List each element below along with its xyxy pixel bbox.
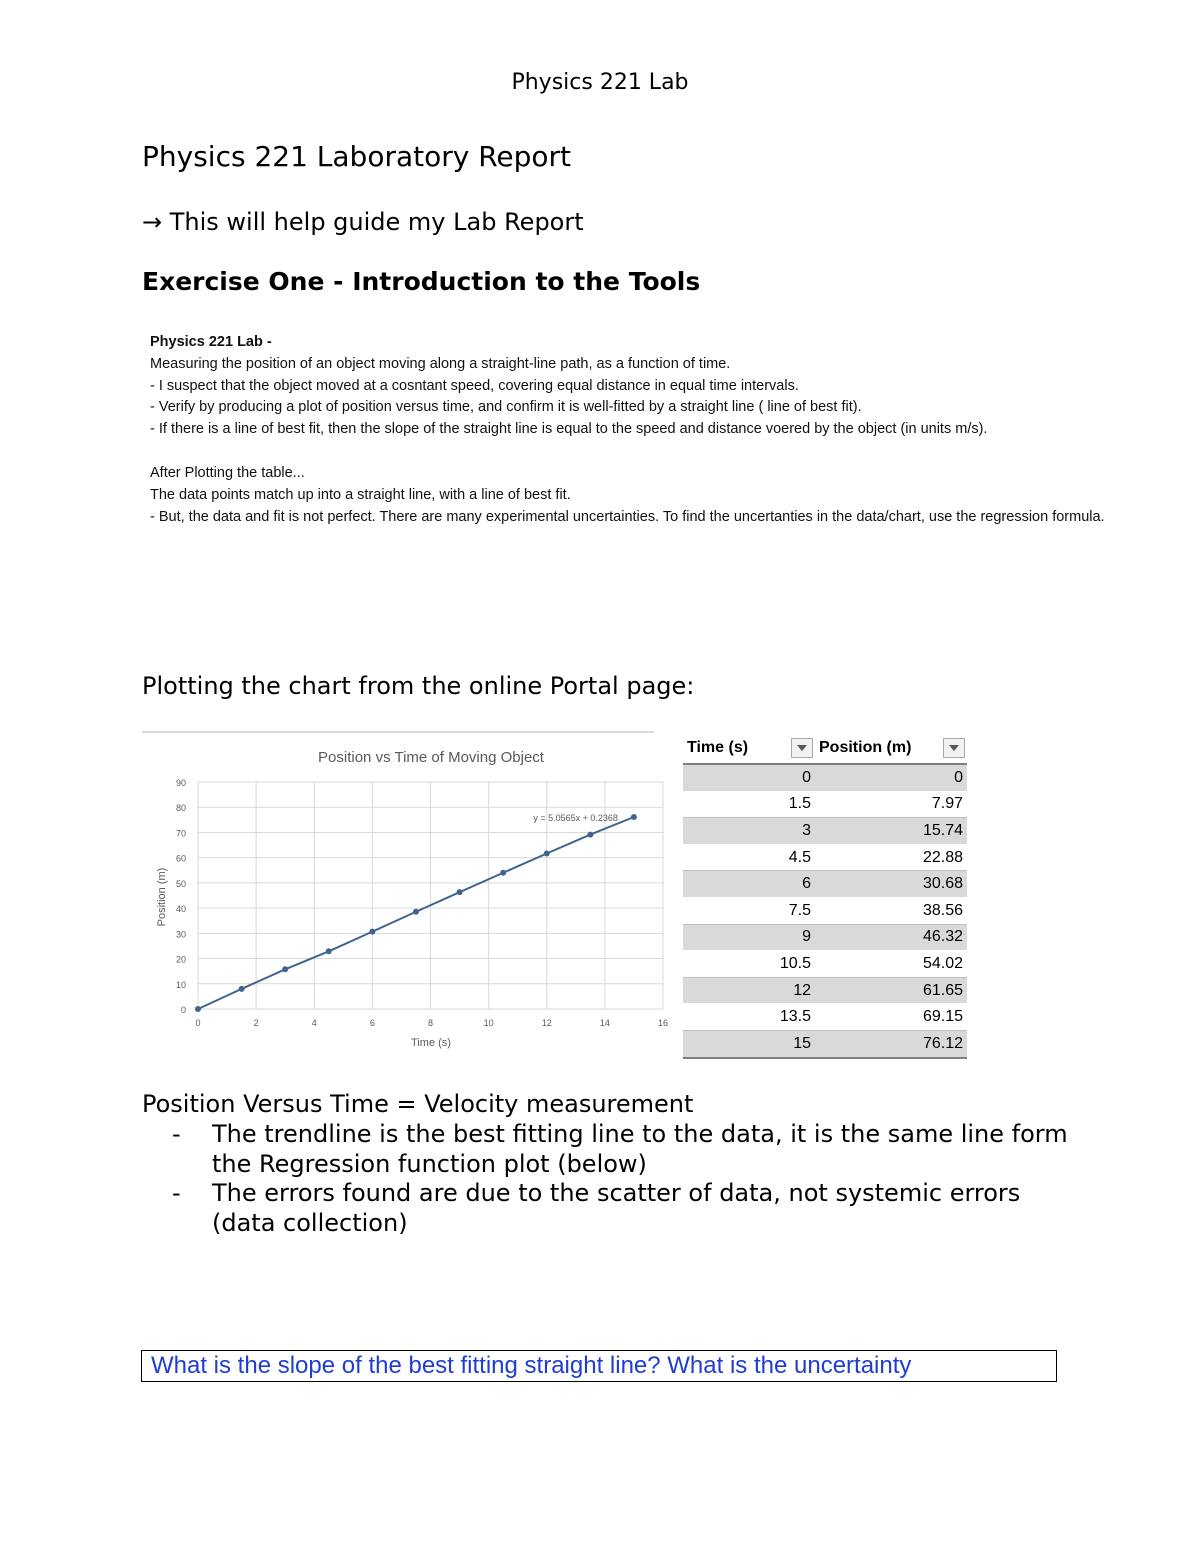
header-position-label: Position (m) xyxy=(819,739,912,756)
bullet-text: The errors found are due to the scatter of data, not systemic errors (data collection) xyxy=(212,1179,1021,1237)
data-point xyxy=(457,889,463,895)
velocity-bullets xyxy=(172,1120,1072,1238)
x-tick-label: 6 xyxy=(369,1018,375,1028)
notes-line: - I suspect that the object moved at a cosntant speed, covering equal distance in equal time intervals. xyxy=(150,377,799,394)
cell-position[interactable]: 0 xyxy=(815,764,967,791)
cell-time[interactable]: 13.5 xyxy=(683,1004,815,1031)
guide-line: → This will help guide my Lab Report xyxy=(142,208,584,236)
bullet-dash: - xyxy=(172,1120,181,1148)
cell-time[interactable]: 3 xyxy=(683,818,815,845)
header-time xyxy=(683,733,815,764)
notes-line: - Verify by producing a plot of position versus time, and confirm it is well-fitted by a straight line ( line of best fit). xyxy=(150,399,862,416)
chart-title: Position vs Time of Moving Object xyxy=(318,749,544,766)
header-time-label: Time (s) xyxy=(687,739,749,756)
notes-line: - But, the data and fit is not perfect. There are many experimental uncertainties. To find the uncertanties in the data/chart, use the regression formula. xyxy=(150,508,1105,525)
data-table-wrapper xyxy=(683,733,973,1059)
y-tick-label: 0 xyxy=(180,1005,186,1015)
x-tick-label: 12 xyxy=(541,1018,552,1028)
filter-dropdown-icon[interactable] xyxy=(791,738,813,758)
notes-line: After Plotting the table... xyxy=(150,464,305,481)
cell-time[interactable]: 0 xyxy=(683,764,815,791)
x-tick-label: 0 xyxy=(195,1018,201,1028)
y-tick-label: 50 xyxy=(175,878,186,889)
bullet-text: The trendline is the best fitting line to the data, it is the same line form the Regression function plot (below) xyxy=(212,1120,1068,1178)
y-tick-label: 40 xyxy=(175,904,186,915)
x-tick-label: 2 xyxy=(253,1018,259,1028)
data-point xyxy=(369,929,375,935)
y-tick-label: 10 xyxy=(175,979,186,990)
table-row xyxy=(683,844,967,871)
table-row xyxy=(683,871,967,898)
table-row xyxy=(683,1030,967,1057)
page-header: Physics 221 Lab xyxy=(511,70,689,95)
table-row xyxy=(683,1004,967,1031)
chart-svg xyxy=(142,733,669,1059)
x-tick-label: 10 xyxy=(483,1018,494,1028)
table-row xyxy=(683,977,967,1004)
notes-line: - If there is a line of best fit, then the slope of the straight line is equal to the speed and distance voered by the object (in units m/s). xyxy=(150,421,988,438)
y-tick-label: 80 xyxy=(175,803,186,814)
cell-position[interactable]: 69.15 xyxy=(815,1004,967,1031)
notes-line: The data points match up into a straight line, with a line of best fit. xyxy=(150,486,571,503)
cell-position[interactable]: 15.74 xyxy=(815,818,967,845)
table-row xyxy=(683,791,967,818)
y-tick-label: 60 xyxy=(175,853,186,864)
data-point xyxy=(413,909,419,915)
list-item xyxy=(172,1120,1072,1179)
data-point xyxy=(587,832,593,838)
x-tick-label: 16 xyxy=(657,1018,669,1028)
bullet-dash: - xyxy=(172,1179,181,1207)
data-point xyxy=(282,966,288,972)
velocity-title: Position Versus Time = Velocity measurement xyxy=(142,1090,694,1118)
y-tick-label: 90 xyxy=(175,778,186,788)
cell-time[interactable]: 9 xyxy=(683,924,815,951)
cell-position[interactable]: 38.56 xyxy=(815,897,967,924)
cell-position[interactable]: 76.12 xyxy=(815,1030,967,1057)
cell-position[interactable]: 30.68 xyxy=(815,871,967,898)
notes-line: Measuring the position of an object moving along a straight-line path, as a function of time. xyxy=(150,355,731,372)
table-row xyxy=(683,924,967,951)
y-tick-label: 30 xyxy=(175,929,186,940)
cell-position[interactable]: 22.88 xyxy=(815,844,967,871)
cell-time[interactable]: 6 xyxy=(683,871,815,898)
table-row xyxy=(683,818,967,845)
table-row xyxy=(683,764,967,791)
data-point xyxy=(326,948,332,954)
exercise-heading: Exercise One - Introduction to the Tools xyxy=(142,267,701,296)
filter-dropdown-icon[interactable] xyxy=(943,738,965,758)
cell-time[interactable]: 12 xyxy=(683,977,815,1004)
question-box: What is the slope of the best fitting straight line? What is the uncertainty xyxy=(141,1350,1057,1382)
data-point xyxy=(195,1006,201,1012)
plot-heading: Plotting the chart from the online Portal page: xyxy=(142,672,695,700)
data-point xyxy=(239,986,245,992)
cell-time[interactable]: 10.5 xyxy=(683,951,815,978)
table-body xyxy=(683,764,967,1058)
lab-notes-image xyxy=(150,332,1140,528)
cell-position[interactable]: 61.65 xyxy=(815,977,967,1004)
y-tick-label: 70 xyxy=(175,828,186,839)
data-series xyxy=(195,813,637,1012)
cell-position[interactable]: 7.97 xyxy=(815,791,967,818)
x-tick-label: 8 xyxy=(427,1018,434,1028)
data-point xyxy=(544,851,550,857)
x-tick-label: 14 xyxy=(599,1018,610,1028)
cell-time[interactable]: 4.5 xyxy=(683,844,815,871)
x-tick-label: 4 xyxy=(311,1018,317,1028)
x-axis-label: Time (s) xyxy=(411,1037,451,1049)
cell-position[interactable]: 46.32 xyxy=(815,924,967,951)
data-point xyxy=(631,814,637,820)
position-time-chart xyxy=(142,731,669,1059)
table-row xyxy=(683,951,967,978)
document-title: Physics 221 Laboratory Report xyxy=(142,140,572,173)
y-axis-label: Position (m) xyxy=(156,867,168,927)
data-point xyxy=(500,870,506,876)
list-item xyxy=(172,1179,1072,1238)
cell-time[interactable]: 7.5 xyxy=(683,897,815,924)
header-position xyxy=(815,733,967,764)
position-time-table xyxy=(683,733,967,1059)
table-row xyxy=(683,897,967,924)
cell-position[interactable]: 54.02 xyxy=(815,951,967,978)
trendline-equation: y = 5.0565x + 0.2368 xyxy=(533,813,618,824)
cell-time[interactable]: 15 xyxy=(683,1030,815,1057)
y-tick-label: 20 xyxy=(175,954,186,965)
cell-time[interactable]: 1.5 xyxy=(683,791,815,818)
notes-line: Physics 221 Lab - xyxy=(150,334,272,350)
